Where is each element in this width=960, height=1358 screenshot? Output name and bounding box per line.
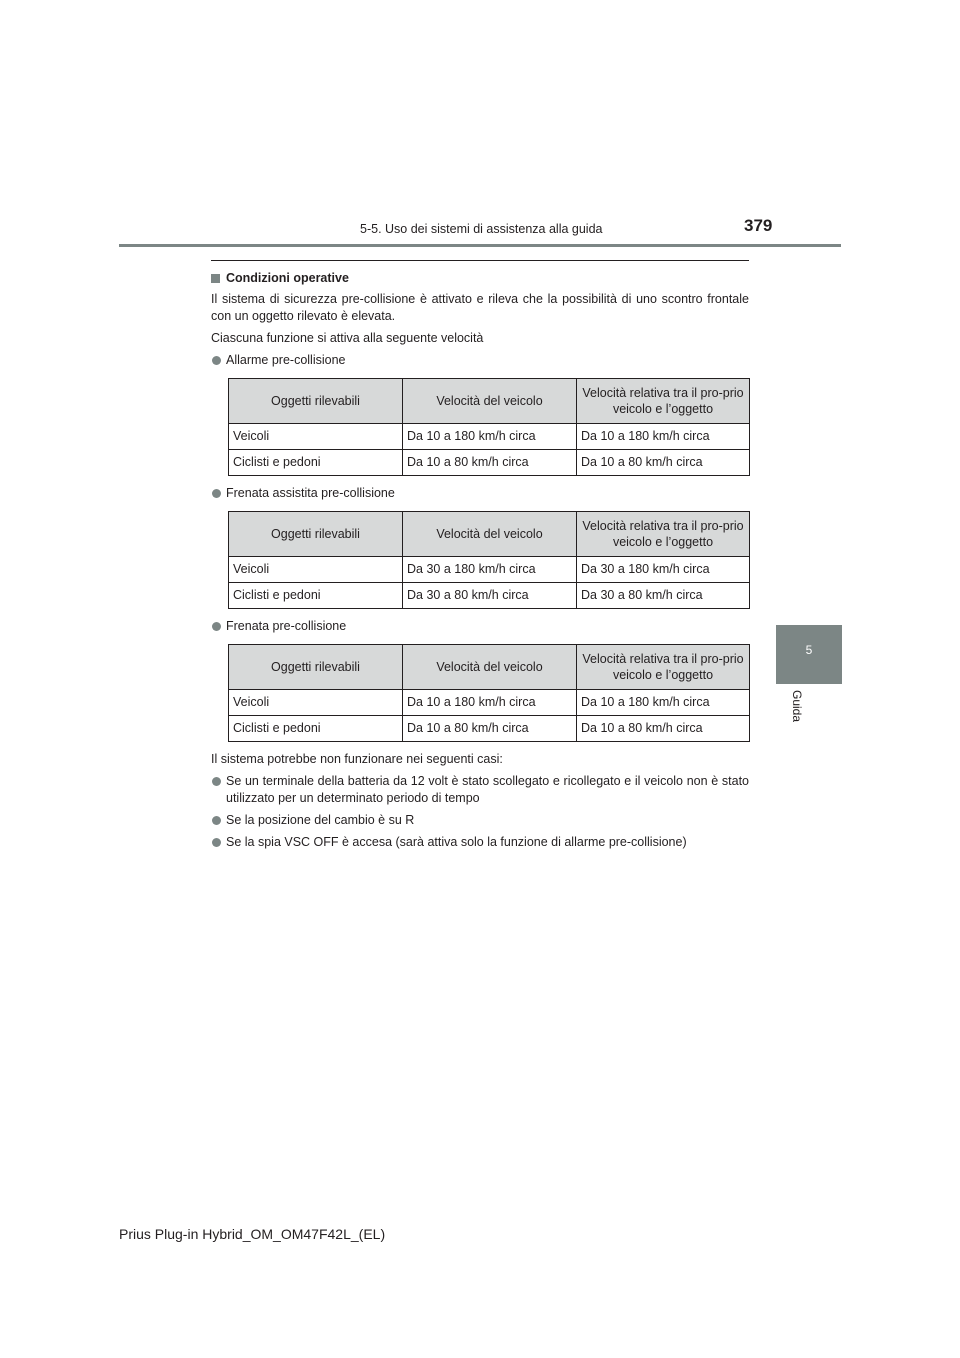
table-row <box>229 690 750 716</box>
speed-table-block-1 <box>211 352 749 476</box>
chapter-tab <box>776 625 842 684</box>
table-cell: Da 10 a 180 km/h circa <box>577 424 750 450</box>
table-row <box>229 557 750 583</box>
table-header-cell: Velocità del veicolo <box>403 512 577 557</box>
table-cell: Veicoli <box>229 690 403 716</box>
table-cell: Da 10 a 80 km/h circa <box>403 450 577 476</box>
activation-paragraph: Ciascuna funzione si attiva alla seguente velocità <box>211 331 484 345</box>
bullet-text: Se un terminale della batteria da 12 volt è stato scollegato e ricollegato e il veicolo non è stato utilizzato per un determinato periodo di tempo <box>226 774 749 805</box>
speed-table <box>228 644 750 742</box>
round-bullet-icon <box>212 777 221 786</box>
table-cell: Da 10 a 80 km/h circa <box>577 450 750 476</box>
round-bullet-icon <box>212 356 221 365</box>
bullet-text: Frenata pre-collisione <box>226 619 347 633</box>
round-bullet-icon <box>212 489 221 498</box>
round-bullet-icon <box>212 838 221 847</box>
bullet-item <box>211 618 749 635</box>
speed-table-block-2 <box>211 485 749 609</box>
intro-paragraph: Il sistema di sicurezza pre-collisione è attivato e rileva che la possibilità di uno scontro frontale con un oggetto rilevato è elevata. <box>211 292 749 323</box>
table-cell: Da 10 a 80 km/h circa <box>403 716 577 742</box>
table-cell: Da 30 a 180 km/h circa <box>403 557 577 583</box>
bullet-item <box>211 773 749 807</box>
table-row <box>229 583 750 609</box>
section-heading <box>211 270 749 287</box>
table-header-row <box>229 379 750 424</box>
bullet-item <box>211 352 749 369</box>
table-header-row <box>229 645 750 690</box>
footer-document-id: Prius Plug-in Hybrid_OM_OM47F42L_(EL) <box>119 1226 386 1242</box>
speed-table <box>228 511 750 609</box>
round-bullet-icon <box>212 816 221 825</box>
table-cell: Da 10 a 80 km/h circa <box>577 716 750 742</box>
bullet-item <box>211 834 749 851</box>
bullet-text: Se la posizione del cambio è su R <box>226 813 415 827</box>
speed-table-block-3 <box>211 618 749 742</box>
table-row <box>229 450 750 476</box>
table-cell: Ciclisti e pedoni <box>229 450 403 476</box>
chapter-label: Guida <box>790 690 804 723</box>
table-header-cell: Velocità relativa tra il pro-prio veicolo e l’oggetto <box>577 645 750 690</box>
table-cell: Ciclisti e pedoni <box>229 716 403 742</box>
bullet-item <box>211 812 749 829</box>
table-header-row <box>229 512 750 557</box>
bullet-item <box>211 485 749 502</box>
table-header-cell: Oggetti rilevabili <box>229 645 403 690</box>
table-header-cell: Oggetti rilevabili <box>229 379 403 424</box>
speed-table <box>228 378 750 476</box>
limitations-paragraph: Il sistema potrebbe non funzionare nei seguenti casi: <box>211 752 503 766</box>
bullet-text: Allarme pre-collisione <box>226 353 346 367</box>
table-cell: Veicoli <box>229 557 403 583</box>
table-header-cell: Oggetti rilevabili <box>229 512 403 557</box>
square-bullet-icon <box>211 274 220 283</box>
table-cell: Da 30 a 80 km/h circa <box>577 583 750 609</box>
table-header-cell: Velocità relativa tra il pro-prio veicolo e l’oggetto <box>577 512 750 557</box>
bullet-text: Frenata assistita pre-collisione <box>226 486 395 500</box>
chapter-tab-number: 5 <box>805 643 813 657</box>
page-number: 379 <box>744 216 773 235</box>
table-cell: Ciclisti e pedoni <box>229 583 403 609</box>
section-heading-text: Condizioni operative <box>226 271 349 285</box>
table-cell: Veicoli <box>229 424 403 450</box>
bullet-text: Se la spia VSC OFF è accesa (sarà attiva solo la funzione di allarme pre-collisione) <box>226 835 687 849</box>
table-header-cell: Velocità del veicolo <box>403 379 577 424</box>
table-header-cell: Velocità del veicolo <box>403 645 577 690</box>
table-row <box>229 716 750 742</box>
header-rule <box>119 244 841 247</box>
main-content <box>211 270 749 856</box>
round-bullet-icon <box>212 622 221 631</box>
table-cell: Da 30 a 180 km/h circa <box>577 557 750 583</box>
table-cell: Da 10 a 180 km/h circa <box>577 690 750 716</box>
content-top-rule <box>211 260 749 261</box>
table-header-cell: Velocità relativa tra il pro-prio veicolo e l’oggetto <box>577 379 750 424</box>
table-cell: Da 10 a 180 km/h circa <box>403 690 577 716</box>
running-header-section: 5-5. Uso dei sistemi di assistenza alla guida <box>360 222 603 236</box>
table-cell: Da 10 a 180 km/h circa <box>403 424 577 450</box>
table-row <box>229 424 750 450</box>
table-cell: Da 30 a 80 km/h circa <box>403 583 577 609</box>
